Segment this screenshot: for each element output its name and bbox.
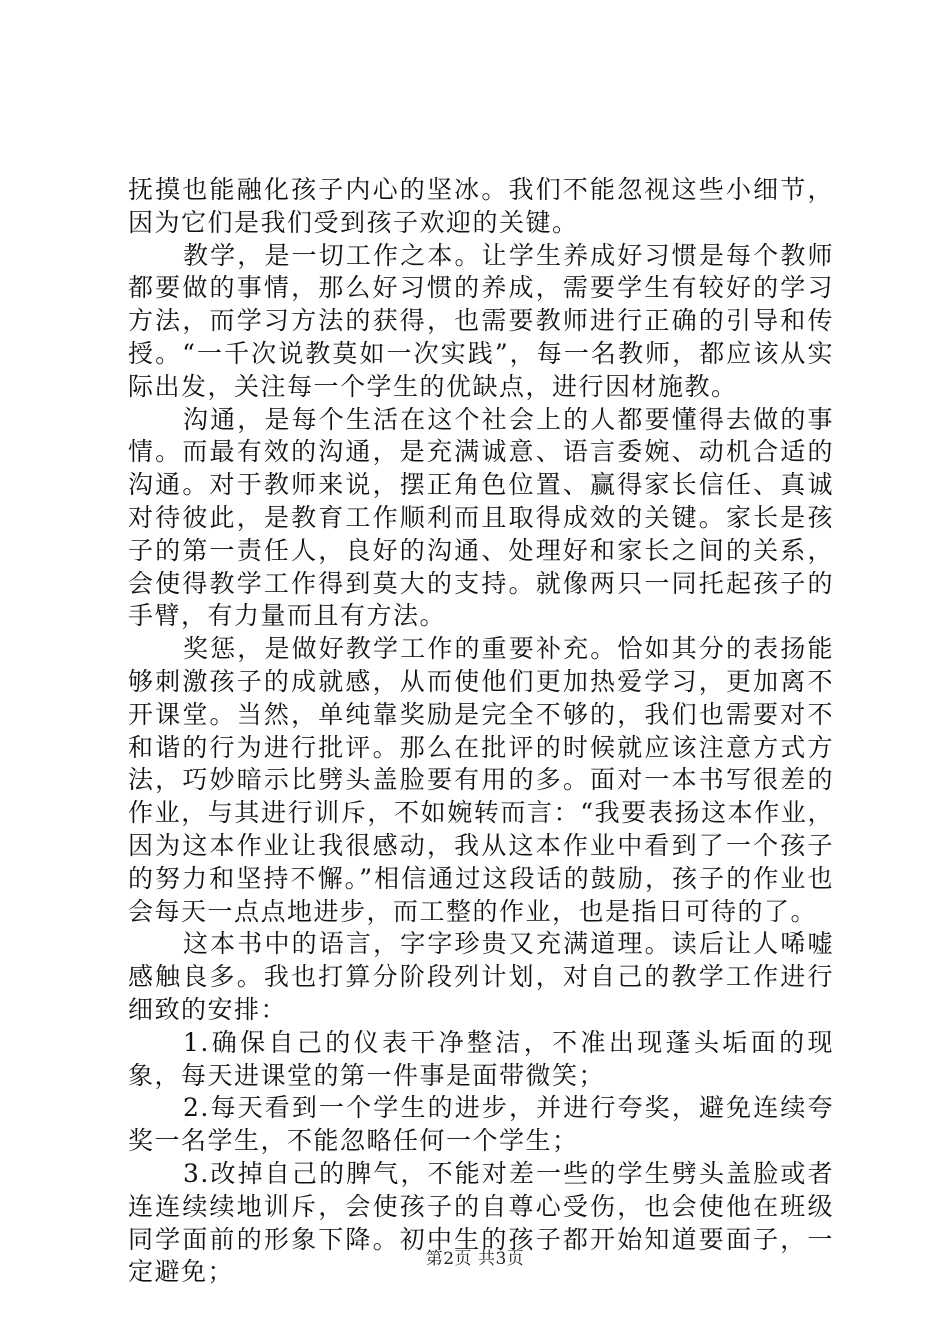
plan-item-3: 3.改掉自己的脾气，不能对差一些的学生劈头盖脸或者连连续续地训斥，会使孩子的自尊心受伤，也会使他在班级同学面前的形象下降。初中生的孩子都开始知道要面子，一定避免；: [128, 1158, 834, 1287]
paragraph-continuation: 抚摸也能融化孩子内心的坚冰。我们不能忽视这些小细节，因为它们是我们受到孩子欢迎的关键。: [128, 175, 834, 237]
paragraph-plan-intro: 这本书中的语言，字字珍贵又充满道理。读后让人唏嘘感触良多。我也打算分阶段列计划，对自己的教学工作进行细致的安排：: [128, 929, 834, 1024]
plan-item-2: 2.每天看到一个学生的进步，并进行夸奖，避免连续夸奖一名学生，不能忽略任何一个学生；: [128, 1093, 834, 1156]
paragraph-teaching: 教学，是一切工作之本。让学生养成好习惯是每个教师都要做的事情，那么好习惯的养成，需要学生有较好的学习方法，而学习方法的获得，也需要教师进行正确的引导和传授。“一千次说教莫如一次实践”，每一名教师，都应该从实际出发，关注每一个学生的优缺点，进行因材施教。: [128, 240, 834, 401]
document-body: [128, 174, 834, 1289]
paragraph-communication: 沟通，是每个生活在这个社会上的人都要懂得去做的事情。而最有效的沟通，是充满诚意、语言委婉、动机合适的沟通。对于教师来说，摆正角色位置、赢得家长信任、真诚对待彼此，是教育工作顺利而且取得成效的关键。家长是孩子的第一责任人，良好的沟通、处理好和家长之间的关系，会使得教学工作得到莫大的支持。就像两只一同托起孩子的手臂，有力量而且有方法。: [128, 404, 834, 631]
page-number-footer: 第2页 共3页: [425, 1249, 525, 1269]
plan-item-1: 1.确保自己的仪表干净整洁，不准出现蓬头垢面的现象，每天进课堂的第一件事是面带微笑；: [128, 1027, 834, 1090]
paragraph-rewards: 奖惩，是做好教学工作的重要补充。恰如其分的表扬能够刺激孩子的成就感，从而使他们更加热爱学习，更加离不开课堂。当然，单纯靠奖励是完全不够的，我们也需要对不和谐的行为进行批评。那么在批评的时候就应该注意方式方法，巧妙暗示比劈头盖脸要有用的多。面对一本书写很差的作业，与其进行训斥，不如婉转而言：“我要表扬这本作业，因为这本作业让我很感动，我从这本作业中看到了一个孩子的努力和坚持不懈。”相信通过这段话的鼓励，孩子的作业也会每天一点点地进步，而工整的作业，也是指日可待的了。: [128, 634, 834, 926]
